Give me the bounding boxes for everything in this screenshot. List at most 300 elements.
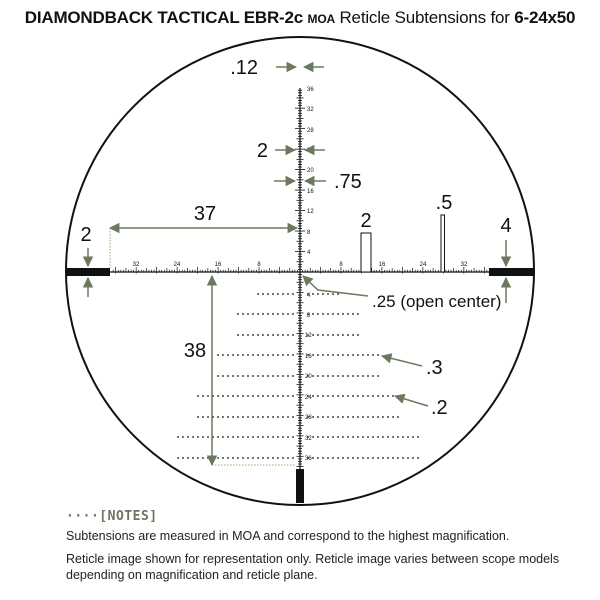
holdover-dot: [402, 457, 404, 459]
holdover-dot: [287, 395, 289, 397]
holdover-dot: [347, 313, 349, 315]
holdover-dot: [262, 457, 264, 459]
holdover-dot: [267, 375, 269, 377]
holdover-dot: [247, 334, 249, 336]
holdover-dot: [202, 416, 204, 418]
holdover-dot: [192, 436, 194, 438]
holdover-dot: [252, 416, 254, 418]
holdover-dot: [342, 313, 344, 315]
holdover-dot: [222, 416, 224, 418]
bar-height-label: 2: [360, 210, 372, 232]
holdover-dot: [377, 457, 379, 459]
holdover-dot: [352, 416, 354, 418]
holdover-dot: [282, 293, 284, 295]
holdover-dot: [182, 457, 184, 459]
holdover-dot: [207, 436, 209, 438]
holdover-dot: [292, 436, 294, 438]
holdover-dot: [232, 354, 234, 356]
holdover-dot: [277, 313, 279, 315]
holdover-dot: [312, 436, 314, 438]
holdover-dot: [252, 313, 254, 315]
holdover-dot: [227, 375, 229, 377]
holdover-dot: [237, 416, 239, 418]
holdover-dot: [352, 375, 354, 377]
holdover-dot: [247, 313, 249, 315]
ranging-bar-half-moa: [441, 215, 445, 272]
holdover-dot: [247, 457, 249, 459]
holdover-dot: [287, 354, 289, 356]
holdover-dot: [262, 293, 264, 295]
holdover-dot: [342, 395, 344, 397]
holdover-dot: [372, 354, 374, 356]
holdover-dot: [197, 395, 199, 397]
holdover-dot: [332, 395, 334, 397]
holdover-dot: [322, 313, 324, 315]
holdover-dot: [387, 457, 389, 459]
holdover-dot: [347, 334, 349, 336]
holdover-dot: [287, 375, 289, 377]
holdover-dot: [327, 334, 329, 336]
holdover-dot: [322, 354, 324, 356]
v-tick-label: 36: [305, 456, 312, 462]
holdover-dot: [322, 293, 324, 295]
holdover-dot: [362, 354, 364, 356]
holdover-dot: [237, 375, 239, 377]
ranging-bar-2moa: [361, 233, 371, 272]
holdover-dot: [327, 436, 329, 438]
left-post-height-label: 2: [80, 224, 92, 246]
right-post-height-label: 4: [500, 215, 512, 237]
holdover-dot: [312, 354, 314, 356]
holdover-dot: [317, 416, 319, 418]
title-brand: DIAMONDBACK TACTICAL EBR-2c: [24, 8, 304, 27]
holdover-dot: [272, 416, 274, 418]
holdover-dot: [332, 334, 334, 336]
holdover-dot: [237, 313, 239, 315]
holdover-dot: [247, 354, 249, 356]
holdover-dot: [217, 416, 219, 418]
holdover-dot: [287, 334, 289, 336]
notes-heading: ····[NOTES]: [66, 509, 158, 524]
holdover-dot: [287, 293, 289, 295]
holdover-dot: [237, 354, 239, 356]
v-tick-label: 32: [305, 436, 312, 442]
holdover-dot: [362, 375, 364, 377]
holdover-dot: [252, 354, 254, 356]
holdover-dot: [292, 293, 294, 295]
holdover-dot: [317, 436, 319, 438]
holdover-dot: [227, 436, 229, 438]
holdover-dot: [417, 436, 419, 438]
holdover-dot: [317, 354, 319, 356]
holdover-dot: [332, 313, 334, 315]
holdover-dot: [227, 395, 229, 397]
holdover-dot: [272, 457, 274, 459]
holdover-dot: [217, 354, 219, 356]
note-representation: Reticle image shown for representation only. Reticle image varies between scope models depending on magnification and reticle plane.: [66, 552, 560, 582]
holdover-dot: [197, 436, 199, 438]
holdover-dot: [252, 395, 254, 397]
holdover-dot: [257, 416, 259, 418]
open-center-label: .25 (open center): [372, 292, 502, 311]
holdover-dot: [417, 457, 419, 459]
holdover-dot: [237, 457, 239, 459]
holdover-dot: [377, 436, 379, 438]
holdover-dot: [332, 375, 334, 377]
holdover-dot: [267, 436, 269, 438]
holdover-dot: [257, 375, 259, 377]
holdover-dot: [317, 293, 319, 295]
holdover-dot: [282, 395, 284, 397]
holdover-dot: [382, 436, 384, 438]
holdover-dot: [262, 313, 264, 315]
v-tick-label: 20: [307, 168, 314, 174]
holdover-dot: [187, 457, 189, 459]
holdover-dot: [232, 416, 234, 418]
holdover-dot: [412, 457, 414, 459]
holdover-dot: [197, 416, 199, 418]
h-tick-label: 8: [339, 262, 343, 268]
holdover-dot: [342, 354, 344, 356]
holdover-dot: [217, 395, 219, 397]
holdover-dot: [207, 416, 209, 418]
holdover-dot: [277, 416, 279, 418]
holdover-dot: [242, 436, 244, 438]
holdover-dot: [342, 375, 344, 377]
holdover-dot: [267, 457, 269, 459]
h-tick-label: 32: [132, 262, 140, 268]
holdover-dot: [287, 457, 289, 459]
holdover-dot: [327, 416, 329, 418]
holdover-dot: [252, 436, 254, 438]
title-power: 6-24x50: [514, 8, 576, 27]
holdover-dot: [257, 334, 259, 336]
holdover-dot: [272, 334, 274, 336]
holdover-dot: [322, 457, 324, 459]
holdover-dot: [222, 375, 224, 377]
holdover-dot: [257, 436, 259, 438]
holdover-dot: [347, 416, 349, 418]
holdover-dot: [252, 457, 254, 459]
holdover-dot: [272, 375, 274, 377]
holdover-dot: [242, 395, 244, 397]
holdover-dot: [262, 416, 264, 418]
v-tick-label: 4: [307, 250, 311, 256]
holdover-dot: [277, 457, 279, 459]
holdover-dot: [357, 436, 359, 438]
holdover-dot: [367, 395, 369, 397]
holdover-dot: [322, 436, 324, 438]
v-tick-label: 8: [307, 230, 311, 236]
holdover-dot: [372, 395, 374, 397]
holdover-dot: [247, 375, 249, 377]
holdover-dot: [367, 354, 369, 356]
holdover-dot: [242, 375, 244, 377]
holdover-dot: [357, 313, 359, 315]
holdover-dot: [277, 354, 279, 356]
holdover-dot: [372, 416, 374, 418]
holdover-dot: [267, 313, 269, 315]
holdover-dot: [227, 416, 229, 418]
holdover-dot: [392, 457, 394, 459]
left-wing-length-label: 37: [193, 203, 217, 225]
holdover-dot: [322, 334, 324, 336]
holdover-dot: [277, 436, 279, 438]
holdover-dot: [292, 334, 294, 336]
holdover-dot: [357, 457, 359, 459]
holdover-dot: [267, 395, 269, 397]
holdover-dot: [327, 293, 329, 295]
holdover-dot: [357, 334, 359, 336]
holdover-dot: [327, 395, 329, 397]
holdover-dot: [342, 416, 344, 418]
holdover-dot: [317, 334, 319, 336]
holdover-dot: [402, 436, 404, 438]
holdover-dot: [357, 354, 359, 356]
holdover-dot: [397, 436, 399, 438]
holdover-dot: [317, 313, 319, 315]
holdover-dot: [232, 375, 234, 377]
holdover-dot: [337, 457, 339, 459]
v-tick-label: 12: [307, 209, 314, 215]
holdover-dot: [412, 436, 414, 438]
holdover-dot: [282, 416, 284, 418]
holdover-dot: [337, 354, 339, 356]
holdover-dot: [222, 457, 224, 459]
holdover-dot: [262, 375, 264, 377]
holdover-dot: [202, 436, 204, 438]
holdover-dot: [347, 375, 349, 377]
dot-label-point-two: .2: [431, 397, 448, 419]
holdover-dot: [407, 436, 409, 438]
holdover-dot: [257, 293, 259, 295]
holdover-dot: [377, 395, 379, 397]
v-tick-label: 20: [305, 374, 312, 380]
holdover-dot: [392, 436, 394, 438]
holdover-dot: [292, 313, 294, 315]
holdover-dot: [292, 375, 294, 377]
holdover-dot: [272, 395, 274, 397]
holdover-dot: [337, 313, 339, 315]
holdover-dot: [207, 457, 209, 459]
holdover-dot: [337, 416, 339, 418]
fine-hash-label: .75: [334, 171, 362, 193]
bottom-thick-post: [296, 469, 304, 503]
holdover-dot: [257, 313, 259, 315]
holdover-dot: [337, 375, 339, 377]
title-middle: Reticle Subtensions for: [339, 8, 510, 27]
holdover-dot: [387, 436, 389, 438]
holdover-dot: [177, 457, 179, 459]
holdover-dot: [312, 375, 314, 377]
holdover-dot: [242, 313, 244, 315]
holdover-dot: [327, 375, 329, 377]
holdover-dot: [362, 395, 364, 397]
holdover-dot: [232, 457, 234, 459]
holdover-dot: [262, 334, 264, 336]
holdover-dot: [207, 395, 209, 397]
holdover-dot: [337, 293, 339, 295]
holdover-dot: [267, 293, 269, 295]
holdover-dot: [272, 313, 274, 315]
holdover-dot: [347, 436, 349, 438]
holdover-dot: [282, 313, 284, 315]
holdover-dot: [377, 416, 379, 418]
v-tick-label: 36: [307, 87, 314, 93]
holdover-dot: [347, 354, 349, 356]
holdover-dot: [347, 395, 349, 397]
holdover-dot: [372, 375, 374, 377]
dot-arrow-point-two: [395, 396, 428, 406]
holdover-dot: [312, 416, 314, 418]
holdover-dot: [227, 354, 229, 356]
holdover-dot: [357, 375, 359, 377]
bar-width-label: .5: [435, 192, 453, 214]
holdover-dot: [367, 457, 369, 459]
holdover-dot: [352, 436, 354, 438]
holdover-dot: [267, 416, 269, 418]
holdover-dot: [392, 416, 394, 418]
holdover-dot: [317, 457, 319, 459]
dot-label-point-three: .3: [426, 357, 443, 379]
holdover-dot: [322, 375, 324, 377]
holdover-dot: [332, 457, 334, 459]
holdover-dot: [287, 416, 289, 418]
v-tick-label: 16: [305, 354, 312, 360]
holdover-dot: [352, 457, 354, 459]
holdover-dot: [352, 334, 354, 336]
holdover-dot: [282, 375, 284, 377]
dot-arrow-point-three: [382, 356, 422, 366]
holdover-dot: [397, 416, 399, 418]
holdover-dot: [202, 457, 204, 459]
holdover-dot: [337, 395, 339, 397]
holdover-dot: [337, 334, 339, 336]
holdover-dot: [272, 293, 274, 295]
holdover-dot: [222, 354, 224, 356]
h-tick-label: 8: [257, 262, 261, 268]
v-tick-label: 28: [307, 128, 314, 134]
holdover-dot: [317, 395, 319, 397]
left-thick-post: [66, 268, 110, 276]
holdover-dot: [242, 416, 244, 418]
h-tick-label: 16: [214, 262, 222, 268]
holdover-dot: [252, 375, 254, 377]
holdover-dot: [362, 416, 364, 418]
holdover-dot: [237, 395, 239, 397]
holdover-dot: [272, 354, 274, 356]
h-tick-label: 16: [378, 262, 386, 268]
holdover-dot: [362, 457, 364, 459]
holdover-dot: [217, 457, 219, 459]
holdover-dot: [332, 416, 334, 418]
holdover-dot: [322, 395, 324, 397]
holdover-dot: [257, 395, 259, 397]
holdover-dot: [327, 457, 329, 459]
holdover-dot: [387, 395, 389, 397]
holdover-dot: [262, 395, 264, 397]
holdover-dot: [312, 457, 314, 459]
holdover-dot: [367, 436, 369, 438]
holdover-dot: [367, 375, 369, 377]
right-thick-post: [489, 268, 535, 276]
holdover-dot: [247, 416, 249, 418]
holdover-dot: [332, 354, 334, 356]
holdover-dot: [222, 436, 224, 438]
holdover-dot: [342, 457, 344, 459]
holdover-dot: [262, 436, 264, 438]
h-tick-label: 32: [460, 262, 468, 268]
holdover-dot: [232, 395, 234, 397]
holdover-dot: [312, 334, 314, 336]
holdover-dot: [372, 436, 374, 438]
v-tick-label: 12: [305, 333, 312, 339]
holdover-dot: [262, 354, 264, 356]
holdover-dot: [237, 334, 239, 336]
holdover-dot: [357, 395, 359, 397]
holdover-dot: [372, 457, 374, 459]
holdover-dot: [352, 354, 354, 356]
holdover-dot: [282, 354, 284, 356]
holdover-dot: [217, 375, 219, 377]
holdover-dot: [257, 354, 259, 356]
holdover-dot: [237, 436, 239, 438]
v-tick-label: 24: [307, 148, 314, 154]
holdover-dot: [327, 313, 329, 315]
holdover-dot: [242, 354, 244, 356]
holdover-dot: [382, 457, 384, 459]
holdover-dot: [312, 395, 314, 397]
holdover-dot: [377, 375, 379, 377]
holdover-dot: [267, 334, 269, 336]
h-tick-label: 24: [419, 262, 427, 268]
holdover-dot: [327, 354, 329, 356]
holdover-dot: [282, 334, 284, 336]
upper-stadia-label: 2: [256, 140, 268, 162]
v-tick-label: 4: [307, 293, 311, 299]
holdover-dot: [382, 416, 384, 418]
holdover-dot: [247, 436, 249, 438]
holdover-dot: [392, 395, 394, 397]
note-measurement: Subtensions are measured in MOA and correspond to the highest magnification.: [66, 529, 510, 543]
holdover-dot: [217, 436, 219, 438]
h-tick-label: 24: [173, 262, 181, 268]
holdover-dot: [287, 313, 289, 315]
holdover-dot: [397, 457, 399, 459]
holdover-dot: [292, 395, 294, 397]
holdover-dot: [407, 457, 409, 459]
holdover-dot: [347, 457, 349, 459]
holdover-dot: [202, 395, 204, 397]
holdover-dot: [182, 436, 184, 438]
holdover-dot: [342, 436, 344, 438]
holdover-dot: [382, 395, 384, 397]
holdover-dot: [277, 334, 279, 336]
holdover-dot: [232, 436, 234, 438]
holdover-dot: [287, 436, 289, 438]
holdover-dot: [272, 436, 274, 438]
holdover-dot: [387, 416, 389, 418]
holdover-dot: [292, 457, 294, 459]
holdover-dot: [317, 375, 319, 377]
holdover-dot: [332, 293, 334, 295]
holdover-dot: [277, 395, 279, 397]
holdover-dot: [312, 313, 314, 315]
holdover-dot: [292, 354, 294, 356]
holdover-dot: [332, 436, 334, 438]
holdover-dot: [292, 416, 294, 418]
holdover-dot: [322, 416, 324, 418]
